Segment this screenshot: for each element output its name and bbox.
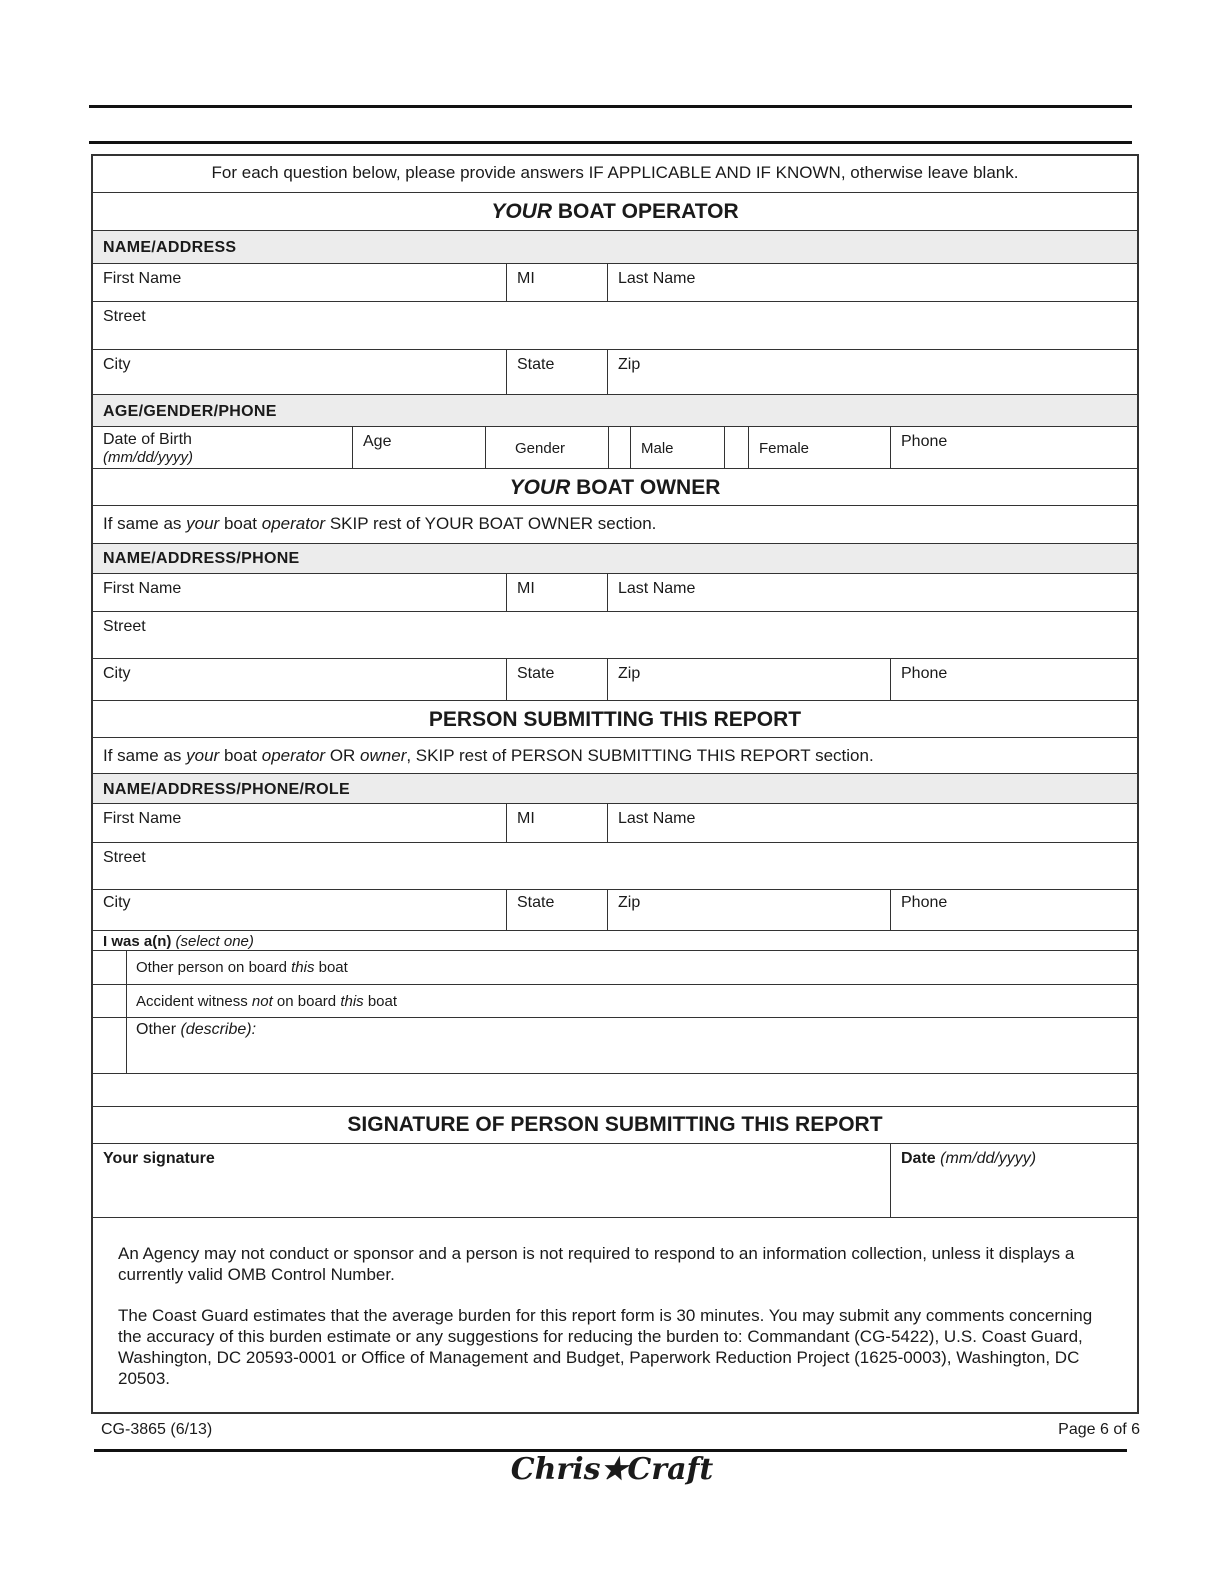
form-number: CG-3865 (6/13) [101,1421,213,1438]
owner-mi-field[interactable]: MI [506,574,607,611]
role-other-describe-field[interactable]: Other (describe): [136,1021,257,1038]
operator-female-label: Female [748,427,890,468]
owner-phone-field[interactable]: Phone [890,659,1137,700]
operator-phone-field[interactable]: Phone [890,427,1137,468]
owner-title: YOUR BOAT OWNER [509,476,721,499]
owner-first-name-field[interactable]: First Name [103,580,182,597]
role-other-person-checkbox[interactable] [93,951,127,984]
signature-field[interactable]: Your signature [103,1150,215,1167]
role-other-checkbox[interactable] [93,1018,127,1073]
submitter-last-name-field[interactable]: Last Name [607,804,1137,842]
submitter-mi-field[interactable]: MI [506,804,607,842]
chris-craft-logo: Chris★Craft [510,1452,714,1487]
operator-city-field[interactable]: City [103,356,131,373]
owner-name-row [93,574,1137,612]
owner-state-field[interactable]: State [506,659,607,700]
instructions-row [93,156,1137,193]
submitter-zip-field[interactable]: Zip [607,890,890,930]
submitter-state-field[interactable]: State [506,890,607,930]
owner-zip-field[interactable]: Zip [607,659,890,700]
signature-title: SIGNATURE OF PERSON SUBMITTING THIS REPORT [347,1113,883,1136]
submitter-first-name-field[interactable]: First Name [103,810,182,827]
operator-name-address-header: NAME/ADDRESS [93,231,1137,264]
operator-age-row [93,427,1137,469]
operator-zip-field[interactable]: Zip [607,350,1137,394]
submitter-city-row [93,890,1137,931]
signature-title-row [93,1107,1137,1144]
role-option-other [93,1018,1137,1074]
boating-accident-report-form [91,154,1139,1414]
owner-city-row [93,659,1137,701]
spacer-row [93,1074,1137,1107]
burden-notice: The Coast Guard estimates that the average burden for this report form is 30 minutes. You may submit any comments concerning the accuracy of this burden estimate or any suggestions for reducing the burden to: Commandant (CG-5422), U.S. Coast Guard, Washington, DC 20593-0001 or Office of Management and Budget, Paperwork Reduction Project (1625-0003), Washington, DC 20503. [118,1306,1093,1388]
role-witness-checkbox[interactable] [93,985,127,1017]
page-number: Page 6 of 6 [1058,1421,1140,1438]
operator-female-checkbox[interactable] [724,427,748,468]
operator-first-name-field[interactable]: First Name [103,270,182,287]
operator-last-name-field[interactable]: Last Name [607,264,1137,301]
operator-age-field[interactable]: Age [352,427,485,468]
owner-city-field[interactable]: City [103,665,131,682]
owner-street-field[interactable]: Street [93,612,1137,659]
top-rule-2 [89,141,1132,144]
submitter-title: PERSON SUBMITTING THIS REPORT [428,708,802,731]
owner-skip-note: If same as your boat operator SKIP rest of YOUR BOAT OWNER section. [93,506,1137,544]
submitter-phone-field[interactable]: Phone [890,890,1137,930]
owner-last-name-field[interactable]: Last Name [607,574,1137,611]
submitter-skip-note: If same as your boat operator OR owner, SKIP rest of PERSON SUBMITTING THIS REPORT section. [93,738,1137,774]
operator-title-row [93,193,1137,231]
operator-street-field[interactable]: Street [93,302,1137,350]
owner-title-row [93,469,1137,506]
signature-row [93,1144,1137,1218]
omb-notice: An Agency may not conduct or sponsor and a person is not required to respond to an information collection, unless it displays a currently valid OMB Control Number. [118,1244,1075,1284]
submitter-street-field[interactable]: Street [93,843,1137,890]
instructions: For each question below, please provide answers IF APPLICABLE AND IF KNOWN, otherwise leave blank. [211,163,1019,182]
role-option-witness: Accident witness not on board this boat [93,985,1137,1018]
signature-date-field[interactable]: Date (mm/dd/yyyy) [890,1144,1137,1217]
submitter-name-row [93,804,1137,843]
operator-dob-field[interactable]: Date of Birth (mm/dd/yyyy) [103,431,193,466]
submitter-role-label-row: I was a(n) (select one) [93,931,1137,951]
submitter-city-field[interactable]: City [103,894,131,911]
top-rule-1 [89,105,1132,108]
submitter-section-header: NAME/ADDRESS/PHONE/ROLE [93,774,1137,804]
operator-mi-field[interactable]: MI [506,264,607,301]
operator-gender-label: Gender [485,427,608,468]
operator-name-row [93,264,1137,302]
operator-male-label: Male [630,427,724,468]
operator-title: YOUR BOAT OPERATOR [491,200,739,223]
operator-state-field[interactable]: State [506,350,607,394]
owner-section-header: NAME/ADDRESS/PHONE [93,544,1137,574]
operator-male-checkbox[interactable] [608,427,630,468]
submitter-title-row [93,701,1137,738]
operator-city-row [93,350,1137,395]
role-option-other-person: Other person on board this boat [93,951,1137,985]
operator-age-header: AGE/GENDER/PHONE [93,395,1137,427]
